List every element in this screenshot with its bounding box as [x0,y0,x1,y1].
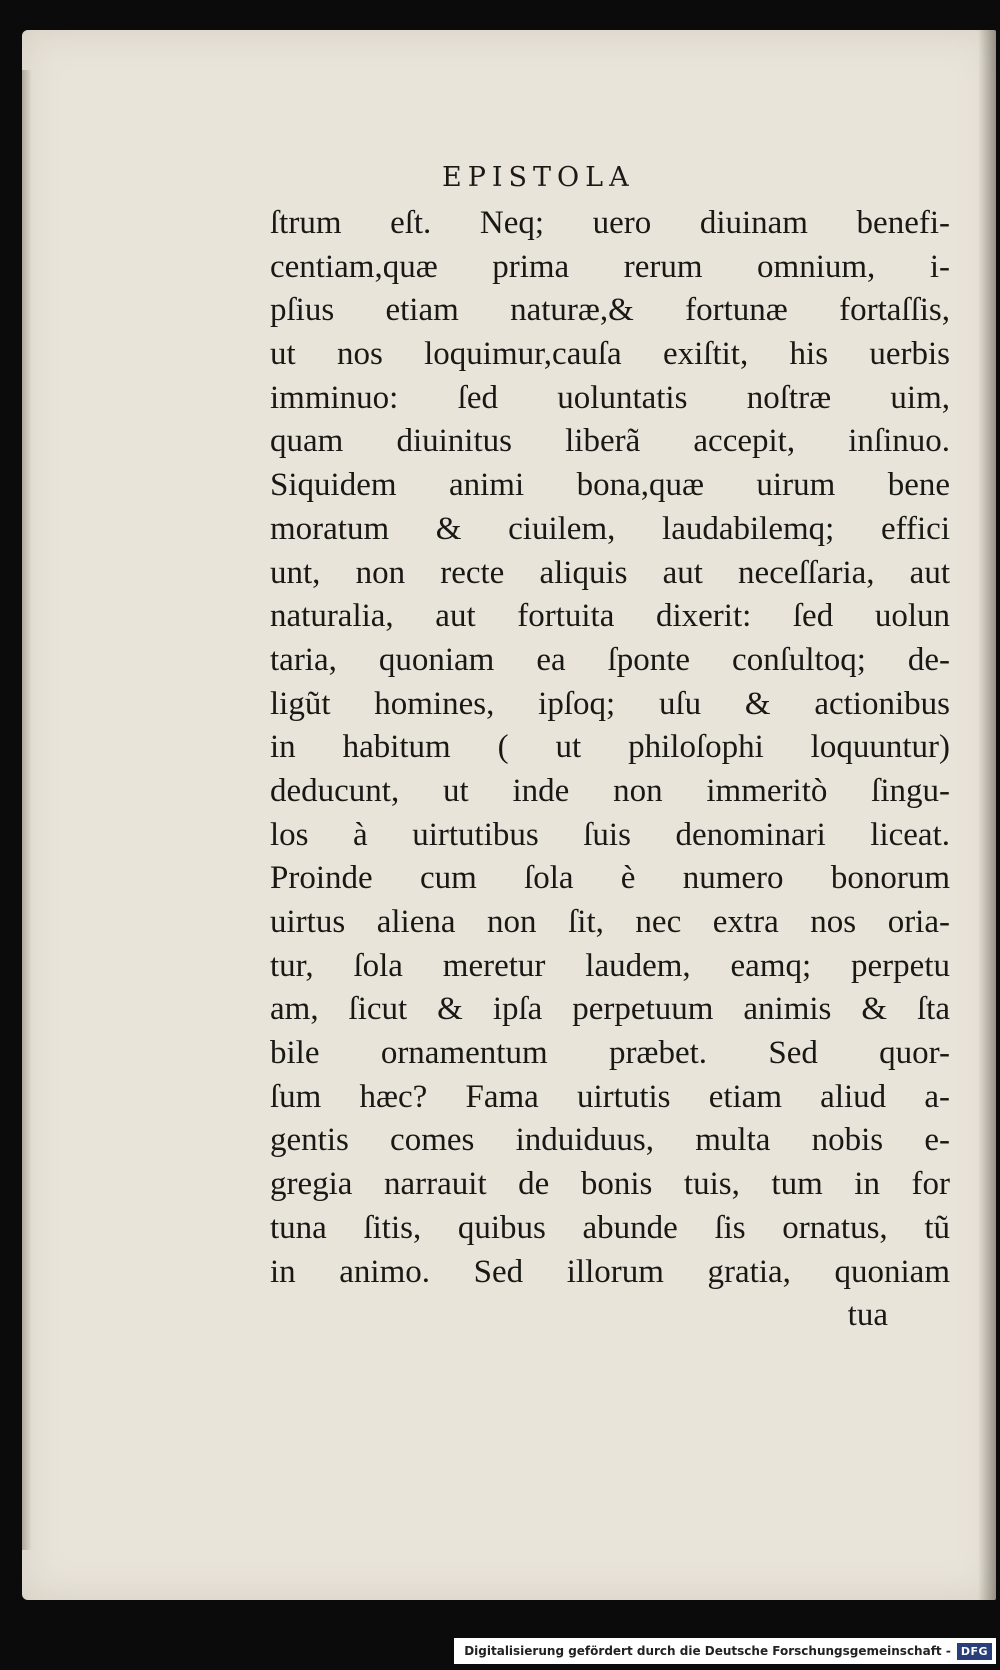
credit-text: Digitalisierung gefördert durch die Deutsche Forschungsgemeinschaft - [464,1644,951,1658]
text-line: am, ſicut & ipſa perpetuum animis & ſta [270,991,950,1028]
text-line: pſius etiam naturæ,& fortunæ fortaſſis, [270,292,950,329]
text-line: quam diuinitus liberã accepit, inſinuo. [270,423,950,460]
text-line: ut nos loquimur,cauſa exiſtit, his uerbis [270,336,950,373]
text-line: gregia narrauit de bonis tuis, tum in for [270,1166,950,1203]
text-line: ſum hæc? Fama uirtutis etiam aliud a- [270,1078,950,1115]
text-line: taria, quoniam ea ſponte conſultoq; de- [270,641,950,678]
text-line: tuna ſitis, quibus abunde ſis ornatus, tũ [270,1209,950,1246]
text-line: imminuo: ſed uoluntatis noſtræ uim, [270,379,950,416]
catchword: tua [847,1297,888,1334]
text-line: Proinde cum ſola è numero bonorum [270,860,950,897]
digitization-credit [454,1638,996,1664]
text-line: naturalia, aut fortuita dixerit: ſed uolun [270,598,950,635]
text-line: tur, ſola meretur laudem, eamq; perpetu [270,947,950,984]
page-edge-shadow-left [22,70,32,1550]
text-line: gentis comes induiduus, multa nobis e- [270,1122,950,1159]
text-line: deducunt, ut inde non immeritò ſingu- [270,772,950,809]
text-line: ligũt homines, ipſoq; uſu & actionibus [270,685,950,722]
page-edge-shadow-right [978,30,996,1600]
text-line: los à uirtutibus ſuis denominari liceat. [270,816,950,853]
dfg-logo: DFG [957,1643,992,1660]
running-head: EPISTOLA [442,162,635,193]
text-line: bile ornamentum præbet. Sed quor- [270,1035,950,1072]
body-text [270,202,950,1338]
text-line: in animo. Sed illorum gratia, quoniam [270,1253,950,1290]
text-line: uirtus aliena non ſit, nec extra nos oria- [270,904,950,940]
text-line: unt, non recte aliquis aut neceſſaria, aut [270,554,950,591]
text-line: moratum & ciuilem, laudabilemq; effici [270,510,950,547]
text-line: centiam,quæ prima rerum omnium, i- [270,248,950,285]
text-line: ſtrum eſt. Neq; uero diuinam benefi- [270,205,950,241]
text-line: in habitum ( ut philoſophi loquuntur) [270,729,950,766]
text-line: Siquidem animi bona,quæ uirum bene [270,467,950,504]
